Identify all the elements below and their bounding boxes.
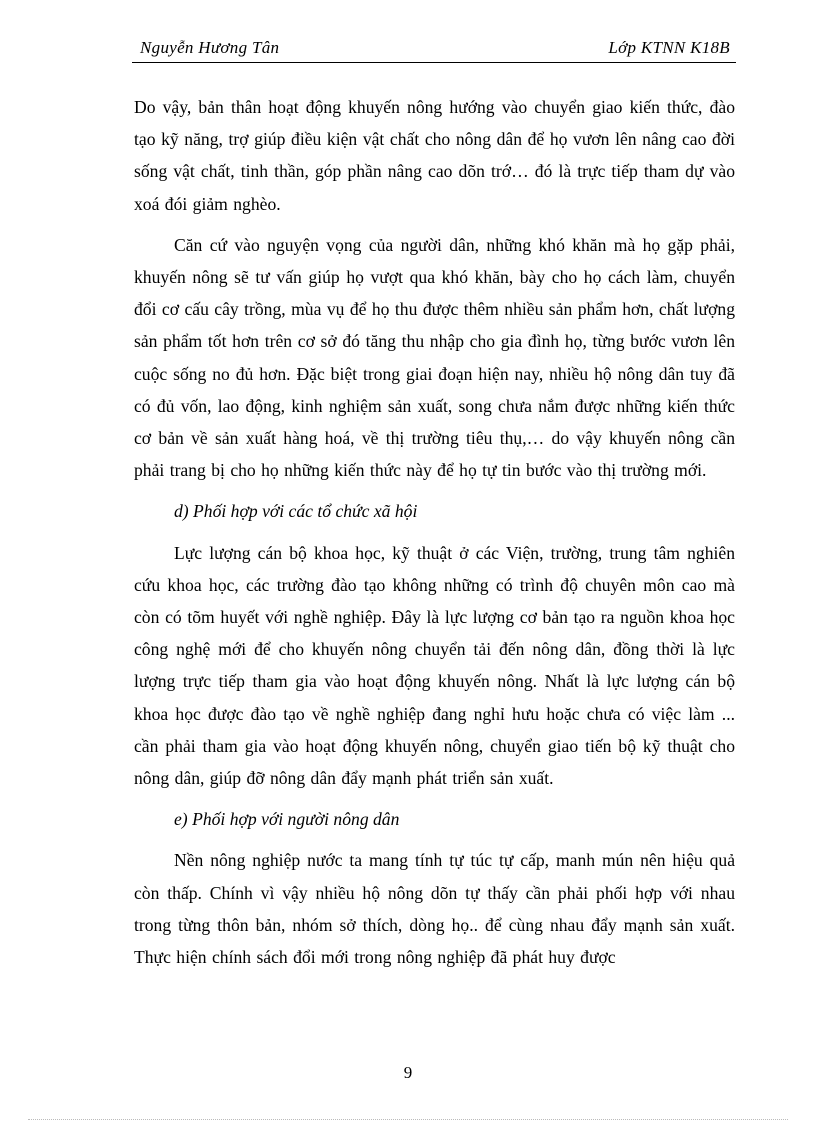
- header-author: Nguyễn Hương Tân: [140, 38, 280, 57]
- section-heading-e: e) Phối hợp với người nông dân: [174, 809, 400, 830]
- paragraph-3: Lực lượng cán bộ khoa học, kỹ thuật ở các Viện, trường, trung tâm nghiên cứu khoa học, các trường đào tạo không những có trình độ chuyên môn cao mà còn có tõm huyết với nghề nghiệp. Đây là lực lượng cơ bản tạo ra nguồn khoa học công nghệ mới để cho khuyến nông chuyển tải đến nông dân, đồng thời là lực lượng trực tiếp tham gia vào hoạt động khuyến nông. Nhất là lực lượng cán bộ khoa học được đào tạo về nghề nghiệp đang nghỉ hưu hoặc chưa có việc làm ... cần phải tham gia vào hoạt động khuyến nông, chuyển giao tiến bộ kỹ thuật cho nông dân, giúp đỡ nông dân đẩy mạnh phát triển sản xuất.: [134, 542, 735, 789]
- page-bottom-border: [28, 1119, 788, 1120]
- page-number: 9: [403, 1063, 413, 1082]
- section-heading-d: d) Phối hợp với các tổ chức xã hội: [174, 501, 418, 522]
- paragraph-1: Do vậy, bản thân hoạt động khuyến nông hướng vào chuyển giao kiến thức, đào tạo kỹ năng, trợ giúp điều kiện vật chất cho nông dân để họ vươn lên nâng cao đời sống vật chất, tinh thần, góp phần nâng cao dõn trớ… đó là trực tiếp tham dự vào xoá đói giảm nghèo.: [134, 97, 735, 214]
- header-class-name: Lớp KTNN K18B: [608, 38, 730, 57]
- paragraph-2: Căn cứ vào nguyện vọng của người dân, những khó khăn mà họ gặp phải, khuyến nông sẽ tư vấn giúp họ vượt qua khó khăn, bày cho họ cách làm, chuyển đổi cơ cấu cây trồng, mùa vụ để họ thu được thêm nhiều sản phẩm hơn, chất lượng sản phẩm tốt hơn trên cơ sở đó tăng thu nhập cho gia đình họ, từng bước vươn lên cuộc sống no đủ hơn. Đặc biệt trong giai đoạn hiện nay, nhiều hộ nông dân tuy đã có đủ vốn, lao động, kinh nghiệm sản xuất, song chưa nắm được những kiến thức cơ bản về sản xuất hàng hoá, về thị trường tiêu thụ,… do vậy khuyến nông cần phải trang bị cho họ những kiến thức này để họ tự tin bước vào thị trường mới.: [134, 234, 735, 481]
- page-header: [132, 38, 736, 63]
- paragraph-4: Nền nông nghiệp nước ta mang tính tự túc tự cấp, manh mún nên hiệu quả còn thấp. Chính vì vậy nhiều hộ nông dõn tự thấy cần phải phối hợp với nhau trong từng thôn bản, nhóm sở thích, dòng họ.. để cùng nhau đẩy mạnh sản xuất. Thực hiện chính sách đổi mới trong nông nghiệp đã phát huy được: [134, 850, 735, 968]
- page-body: [134, 91, 735, 973]
